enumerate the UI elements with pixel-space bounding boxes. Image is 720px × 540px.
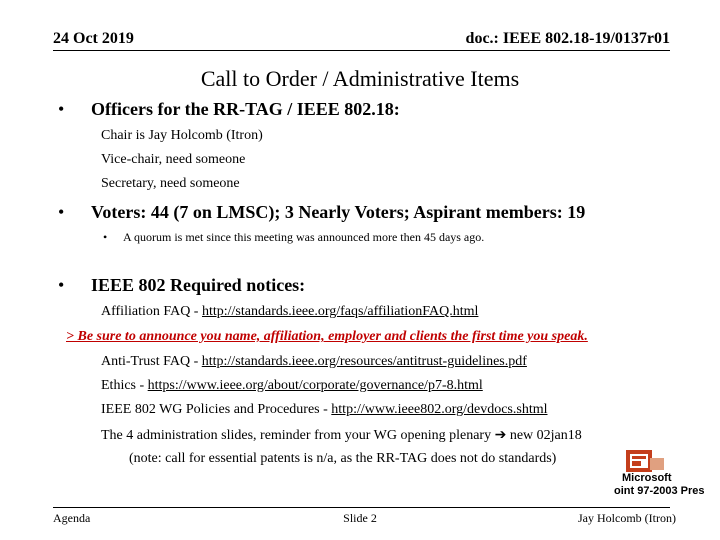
footer-author: Jay Holcomb (Itron)	[578, 511, 676, 525]
officer-secretary: Secretary, need someone	[101, 176, 240, 191]
announce-warning: > Be sure to announce you name, affiliation, employer and clients the first time you speak.	[66, 329, 588, 344]
admin-slides-line	[101, 427, 582, 444]
antitrust-label: Anti-Trust FAQ -	[101, 354, 202, 369]
patent-note: (note: call for essential patents is n/a, as the RR-TAG does not do standards)	[129, 451, 557, 466]
officer-chair: Chair is Jay Holcomb (Itron)	[101, 128, 263, 143]
affiliation-line	[101, 304, 478, 320]
footer-slide-number: Slide 2	[343, 511, 377, 525]
ethics-link[interactable]: https://www.ieee.org/about/corporate/governance/p7-8.html	[147, 378, 483, 393]
policies-label: IEEE 802 WG Policies and Procedures -	[101, 402, 332, 417]
embedded-powerpoint-object[interactable]	[614, 450, 705, 500]
antitrust-line	[101, 354, 527, 370]
ethics-line	[101, 378, 483, 394]
bullet-icon: •	[58, 202, 65, 222]
bullet-icon: •	[58, 275, 65, 295]
voters-heading: Voters: 44 (7 on LMSC); 3 Nearly Voters; Aspirant members: 19	[91, 202, 586, 222]
affiliation-label: Affiliation FAQ -	[101, 304, 202, 319]
ethics-label: Ethics -	[101, 378, 148, 393]
affiliation-link[interactable]: http://standards.ieee.org/faqs/affiliationFAQ.html	[201, 304, 479, 319]
bullet-icon: •	[58, 99, 65, 119]
object-label-1: Microsoft	[622, 472, 672, 484]
footer-left: Agenda	[53, 511, 91, 525]
admin-slides-text: The 4 administration slides, reminder from your WG opening plenary	[101, 428, 492, 443]
officer-vice-chair: Vice-chair, need someone	[101, 152, 246, 167]
object-label-2: oint 97-2003 Pres	[614, 485, 705, 497]
officers-heading: Officers for the RR-TAG / IEEE 802.18:	[91, 99, 400, 119]
footer-divider	[53, 507, 670, 508]
slide-title: Call to Order / Administrative Items	[200, 66, 520, 91]
header-divider	[53, 50, 670, 51]
header-doc-id: doc.: IEEE 802.18-19/0137r01	[465, 30, 670, 47]
notices-heading: IEEE 802 Required notices:	[91, 275, 306, 295]
antitrust-link[interactable]: http://standards.ieee.org/resources/antitrust-guidelines.pdf	[201, 354, 527, 369]
sub-bullet-icon: •	[103, 230, 108, 244]
arrow-right-icon: ➔	[494, 428, 507, 443]
header-date: 24 Oct 2019	[53, 30, 134, 47]
policies-link[interactable]: http://www.ieee802.org/devdocs.shtml	[331, 402, 548, 417]
quorum-text: A quorum is met since this meeting was announced more then 45 days ago.	[123, 230, 485, 244]
admin-slides-new: new 02jan18	[506, 428, 582, 443]
policies-line	[101, 402, 548, 418]
